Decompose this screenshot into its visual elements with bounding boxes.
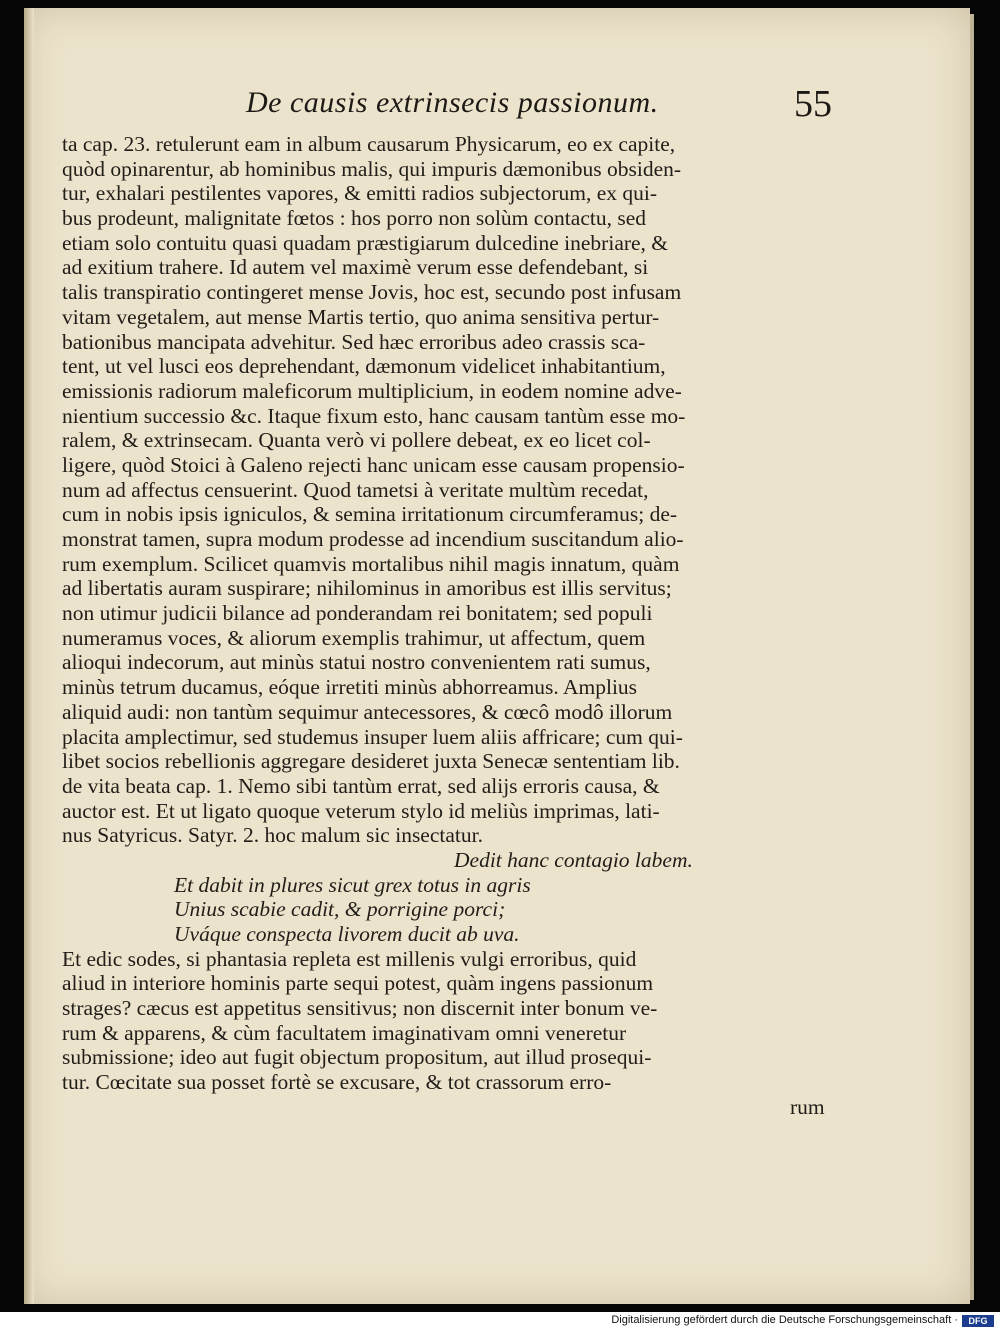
verse-line: Unius scabie cadit, & porrigine porci; — [174, 897, 506, 922]
text-line: minùs tetrum ducamus, eóque irretiti minùs abhorreamus. Amplius — [62, 675, 638, 700]
text-line: ta cap. 23. retulerunt eam in album causarum Physicarum, eo ex capite, — [62, 132, 676, 156]
text-line: vitam vegetalem, aut mense Martis tertio, quo anima sensitiva pertur- — [62, 304, 660, 329]
funding-credit: Digitalisierung gefördert durch die Deutsche Forschungsgemeinschaft · — [611, 1314, 958, 1326]
text-line: tur. Cœcitate sua posset fortè se excusare, & tot crassorum erro- — [62, 1070, 612, 1095]
text-line: Et edic sodes, si phantasia repleta est millenis vulgi erroribus, quid — [62, 946, 637, 971]
text-line: emissionis radiorum maleficorum multiplicium, in eodem nomine adve- — [62, 378, 682, 403]
footer-bar — [0, 1312, 1000, 1331]
page-number: 55 — [794, 83, 832, 125]
text-line: submissione; ideo aut fugit objectum propositum, aut illud prosequi- — [62, 1045, 652, 1070]
text-line: nientium successio &c. Itaque fixum esto, hanc causam tantùm esse mo- — [62, 403, 686, 428]
catchword: rum — [790, 1094, 825, 1119]
text-line: alioqui indecorum, aut minùs statui nostro convenientem rati sumus, — [62, 650, 651, 675]
page-header — [24, 82, 970, 126]
text-line: rum exemplum. Scilicet quamvis mortalibus nihil magis innatum, quàm — [62, 551, 680, 576]
text-line: placita amplectimur, sed studemus insuper luem aliis affricare; cum qui- — [62, 724, 683, 749]
text-line: quòd opinarentur, ab hominibus malis, qui impuris dæmonibus obsiden- — [62, 156, 682, 181]
text-line: ligere, quòd Stoici à Galeno rejecti hanc unicam esse causam propensio- — [62, 452, 685, 477]
text-line: rum & apparens, & cùm facultatem imaginativam omni veneretur — [62, 1020, 627, 1045]
text-line: monstrat tamen, supra modum prodesse ad incendium suscitandum alio- — [62, 527, 684, 551]
text-line: talis transpiratio contingeret mense Jovis, hoc est, secundo post infusam — [62, 280, 682, 305]
text-line: aliquid audi: non tantùm sequimur antecessores, & cœcô modô illorum — [62, 699, 673, 724]
text-line: cum in nobis ipsis igniculos, & semina irritationum circumferamus; de- — [62, 502, 678, 527]
book-page — [24, 8, 970, 1304]
text-line: num ad affectus censuerint. Quod tametsi à veritate multùm recedat, — [62, 477, 649, 502]
verse-line: Dedit hanc contagio labem. — [454, 847, 693, 872]
text-line: ad libertatis auram suspirare; nihilominus in amoribus est illis servitus; — [62, 576, 672, 601]
text-line: auctor est. Et ut ligato quoque veterum stylo id meliùs imprimas, lati- — [62, 798, 660, 823]
verse-line: Et dabit in plures sicut grex totus in agris — [174, 872, 531, 897]
text-line: bationibus mancipata advehitur. Sed hæc erroribus adeo crassis sca- — [62, 329, 646, 354]
verse-line: Uváque conspecta livorem ducit ab uva. — [174, 922, 520, 946]
text-line: ralem, & extrinsecam. Quanta verò vi pollere debeat, ex eo licet col- — [62, 428, 651, 453]
page-gutter-shadow — [24, 8, 34, 1304]
text-line: etiam solo contuitu quasi quadam præstigiarum dulcedine inebriare, & — [62, 230, 669, 255]
text-block — [62, 132, 852, 1120]
text-line: bus prodeunt, malignitate fœtos : hos porro non solùm contactu, sed — [62, 206, 646, 231]
text-line: non utimur judicii bilance ad ponderandam rei bonitatem; sed populi — [62, 601, 653, 626]
text-line: tur, exhalari pestilentes vapores, & emitti radios subjectorum, ex qui- — [62, 181, 658, 206]
text-line: aliud in interiore hominis parte sequi potest, quàm ingens passionum — [62, 971, 654, 996]
text-line: tent, ut vel lusci eos deprehendant, dæmonum videlicet inhabitantium, — [62, 354, 666, 379]
dfg-logo: DFG — [962, 1315, 994, 1327]
text-line: nus Satyricus. Satyr. 2. hoc malum sic insectatur. — [62, 823, 483, 848]
text-line: libet socios rebellionis aggregare desideret juxta Senecæ sententiam lib. — [62, 749, 680, 774]
text-line: strages? cæcus est appetitus sensitivus; non discernit inter bonum ve- — [62, 996, 658, 1021]
text-line: ad exitium trahere. Id autem vel maximè verum esse defendebant, si — [62, 255, 649, 280]
running-head: De causis extrinsecis passionum. — [246, 86, 659, 119]
text-line: de vita beata cap. 1. Nemo sibi tantùm errat, sed alijs erroris causa, & — [62, 773, 660, 798]
text-line: numeramus voces, & aliorum exemplis trahimur, ut affectum, quem — [62, 625, 646, 650]
